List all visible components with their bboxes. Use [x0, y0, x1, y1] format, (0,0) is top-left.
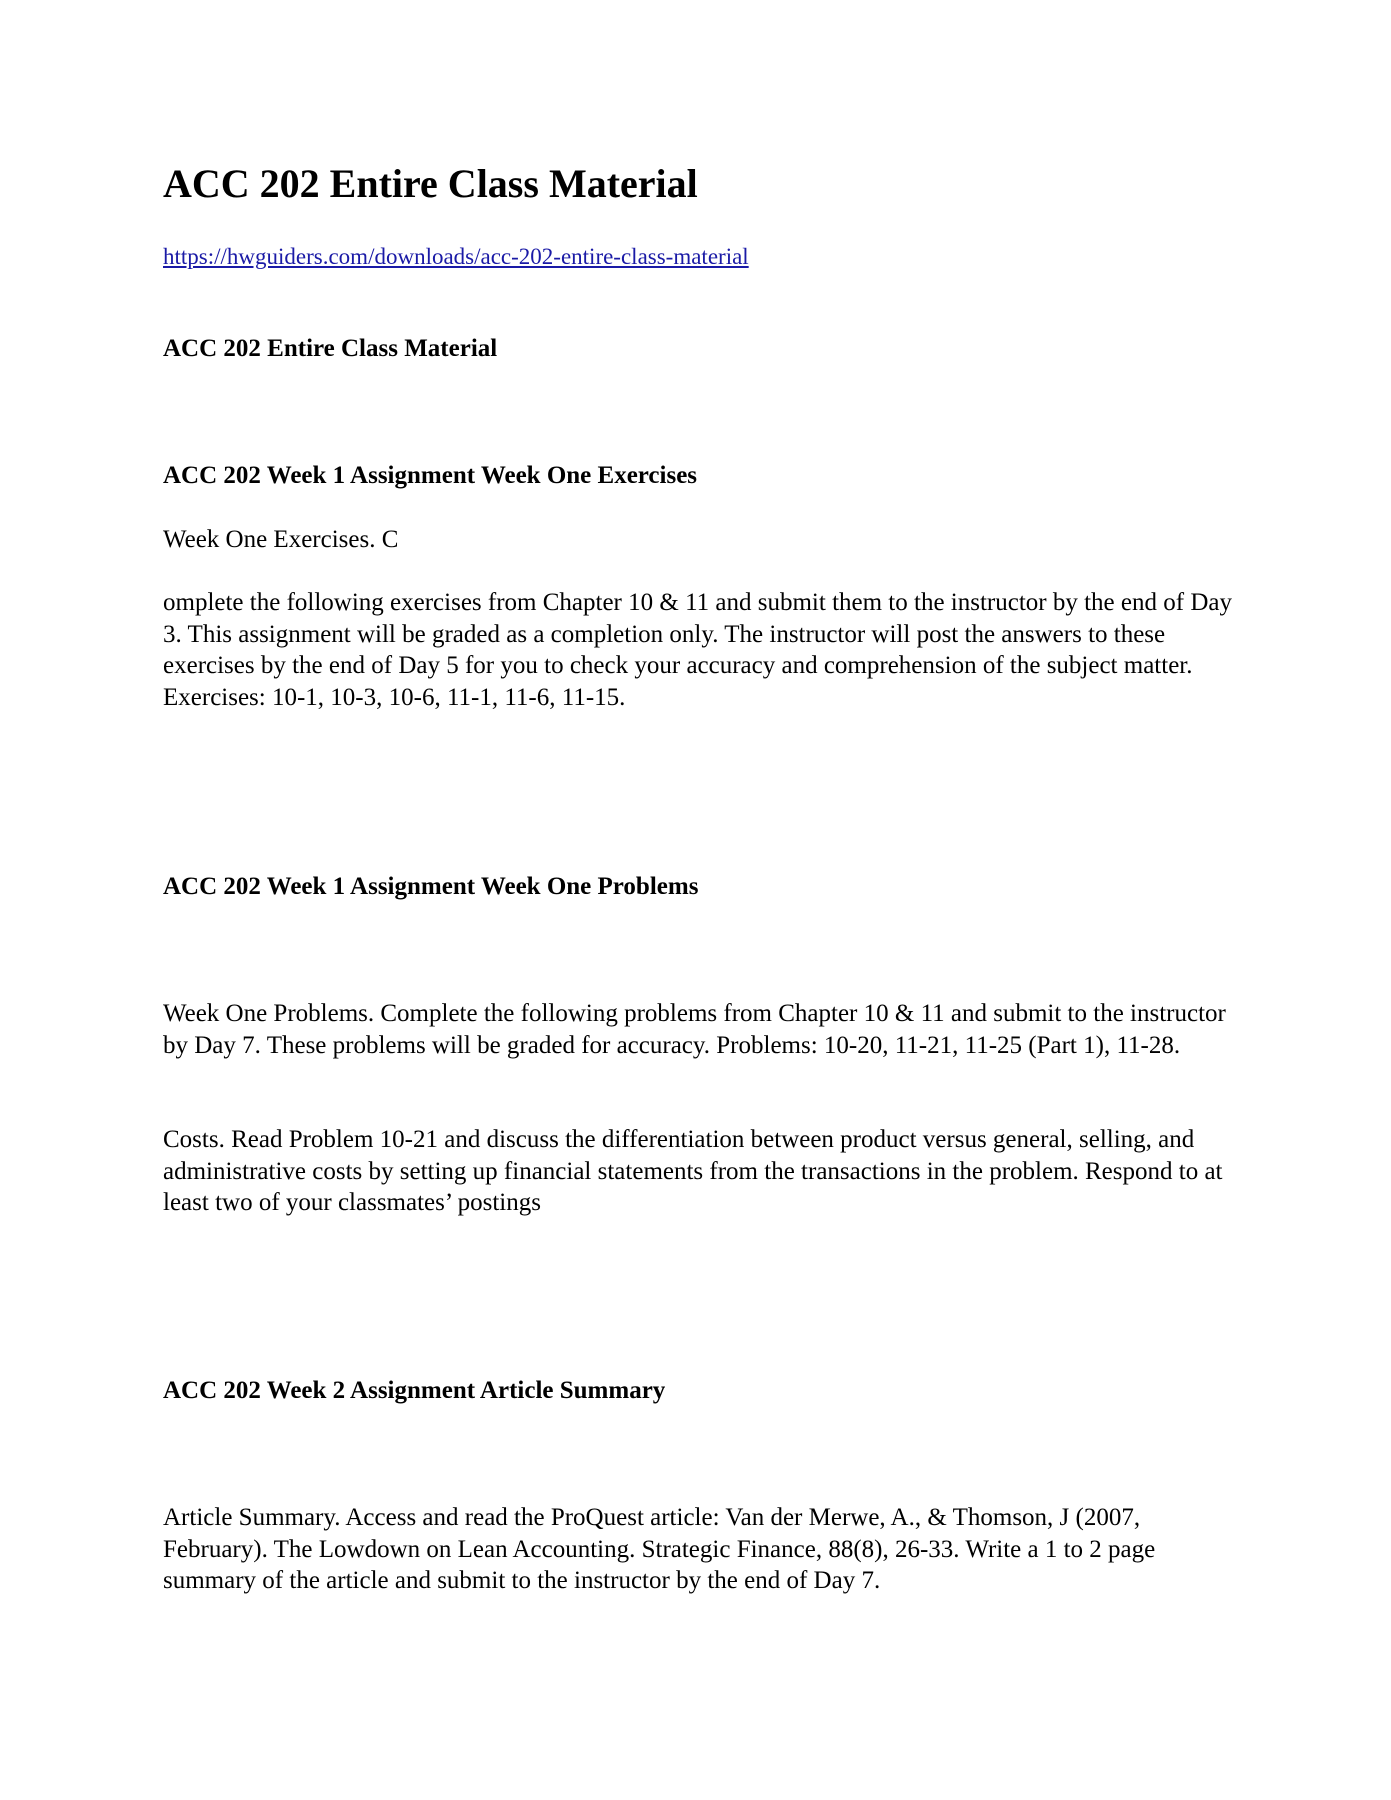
section-heading-week2-article-summary: ACC 202 Week 2 Assignment Article Summary — [163, 1377, 666, 1404]
section-heading-week1-exercises: ACC 202 Week 1 Assignment Week One Exercises — [163, 462, 698, 489]
paragraph-week1-exercises-intro: Week One Exercises. C — [163, 526, 399, 553]
document-subtitle: ACC 202 Entire Class Material — [163, 335, 498, 362]
paragraph-week1-exercises-body: omplete the following exercises from Chapter 10 & 11 and submit them to the instructor by the end of Day 3. This assignment will be graded as a completion only. The instructor will post the answers to these exercises by the end of Day 5 for you to check your accuracy and comprehension of the subject matter. Exercises: 10-1, 10-3, 10-6, 11-1, 11-6, 11-15. — [163, 589, 1232, 711]
paragraph-week1-problems-body: Week One Problems. Complete the following problems from Chapter 10 & 11 and submit to the instructor by Day 7. These problems will be graded for accuracy. Problems: 10-20, 11-21, 11-25 (Part 1), 11-28. — [163, 1000, 1226, 1059]
paragraph-week1-costs-body: Costs. Read Problem 10-21 and discuss the differentiation between product versus general, selling, and administrative costs by setting up financial statements from the transactions in the problem. Respond to at least two of your classmates’ postings — [163, 1126, 1223, 1216]
source-link[interactable]: https://hwguiders.com/downloads/acc-202-entire-class-material — [163, 244, 749, 269]
paragraph-week2-article-summary-body: Article Summary. Access and read the ProQuest article: Van der Merwe, A., & Thomson, J (2007, February). The Lowdown on Lean Accounting. Strategic Finance, 88(8), 26-33. Write a 1 to 2 page summary of the article and submit to the instructor by the end of Day 7. — [163, 1504, 1156, 1594]
document-title: ACC 202 Entire Class Material — [163, 161, 698, 206]
section-heading-week1-problems: ACC 202 Week 1 Assignment Week One Problems — [163, 873, 699, 900]
